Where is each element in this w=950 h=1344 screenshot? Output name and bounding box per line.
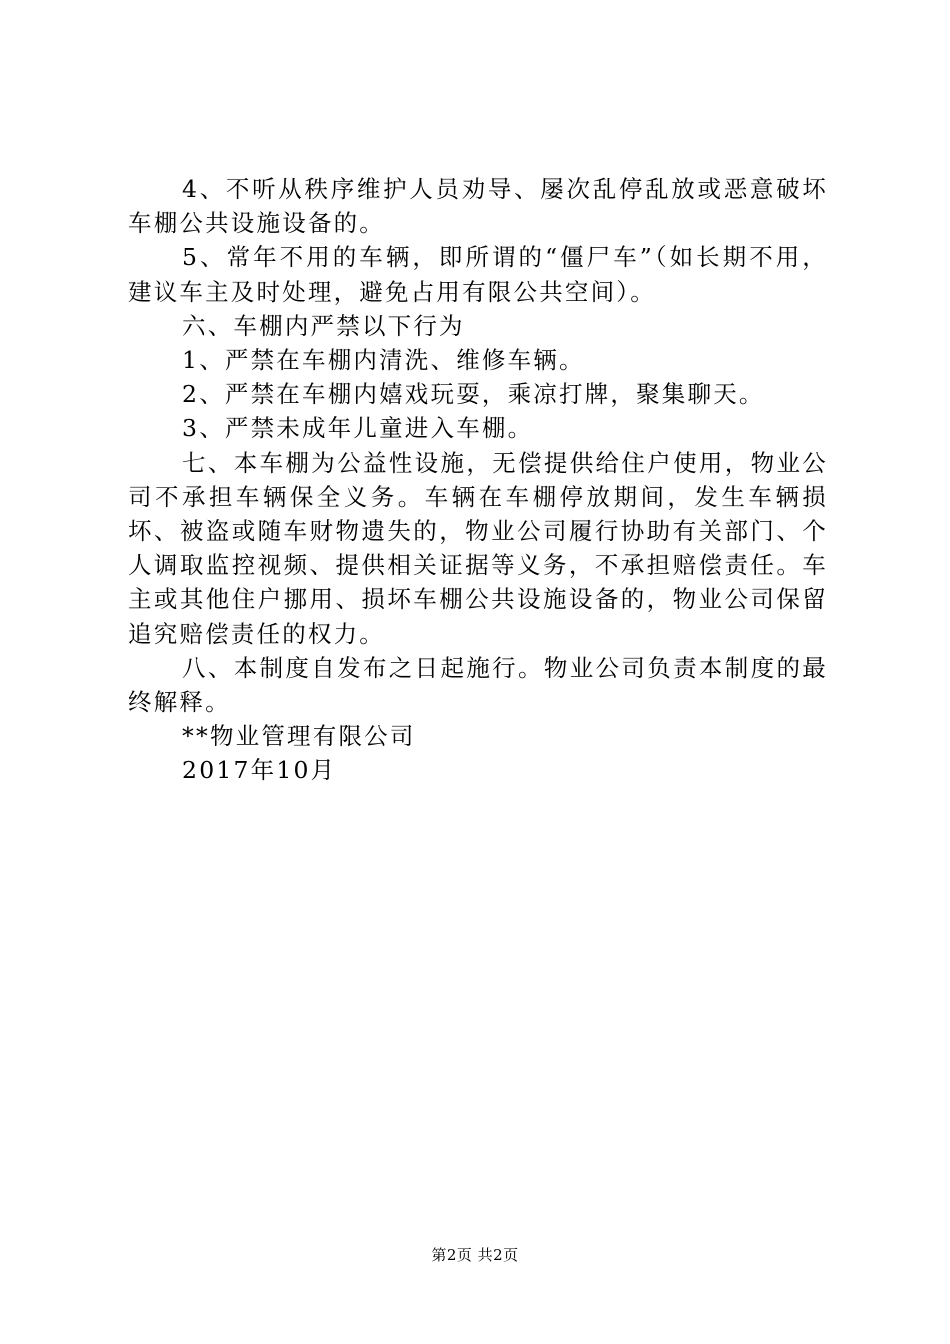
clause-5: 5、常年不用的车辆，即所谓的“僵尸车”（如长期不用，建议车主及时处理，避免占用有限公共空间）。 <box>128 243 828 306</box>
company-signature: **物业管理有限公司 <box>182 722 416 751</box>
clause-4: 4、不听从秩序维护人员劝导、屡次乱停乱放或恶意破坏车棚公共设施设备的。 <box>128 175 828 238</box>
section-7-liability: 七、本车棚为公益性设施，无偿提供给住户使用，物业公司不承担车辆保全义务。车辆在车棚停放期间，发生车辆损坏、被盗或随车财物遗失的，物业公司履行协助有关部门、个人调取监控视频、提供相关证据等义务，不承担赔偿责任。车主或其他住户挪用、损坏车棚公共设施设备的，物业公司保留追究赔偿责任的权力。 <box>128 448 828 648</box>
document-body <box>128 172 828 788</box>
issue-date: 2017年10月 <box>182 756 337 785</box>
prohibition-2: 2、严禁在车棚内嬉戏玩耍，乘凉打牌，聚集聊天。 <box>182 380 765 409</box>
prohibition-3: 3、严禁未成年儿童进入车棚。 <box>182 414 534 443</box>
prohibition-1: 1、严禁在车棚内清洗、维修车辆。 <box>182 346 585 375</box>
section-6-heading: 六、车棚内严禁以下行为 <box>182 311 465 340</box>
page-number-footer: 第2页 共2页 <box>431 1246 519 1264</box>
section-8-effective: 八、本制度自发布之日起施行。物业公司负责本制度的最终解释。 <box>128 653 828 717</box>
